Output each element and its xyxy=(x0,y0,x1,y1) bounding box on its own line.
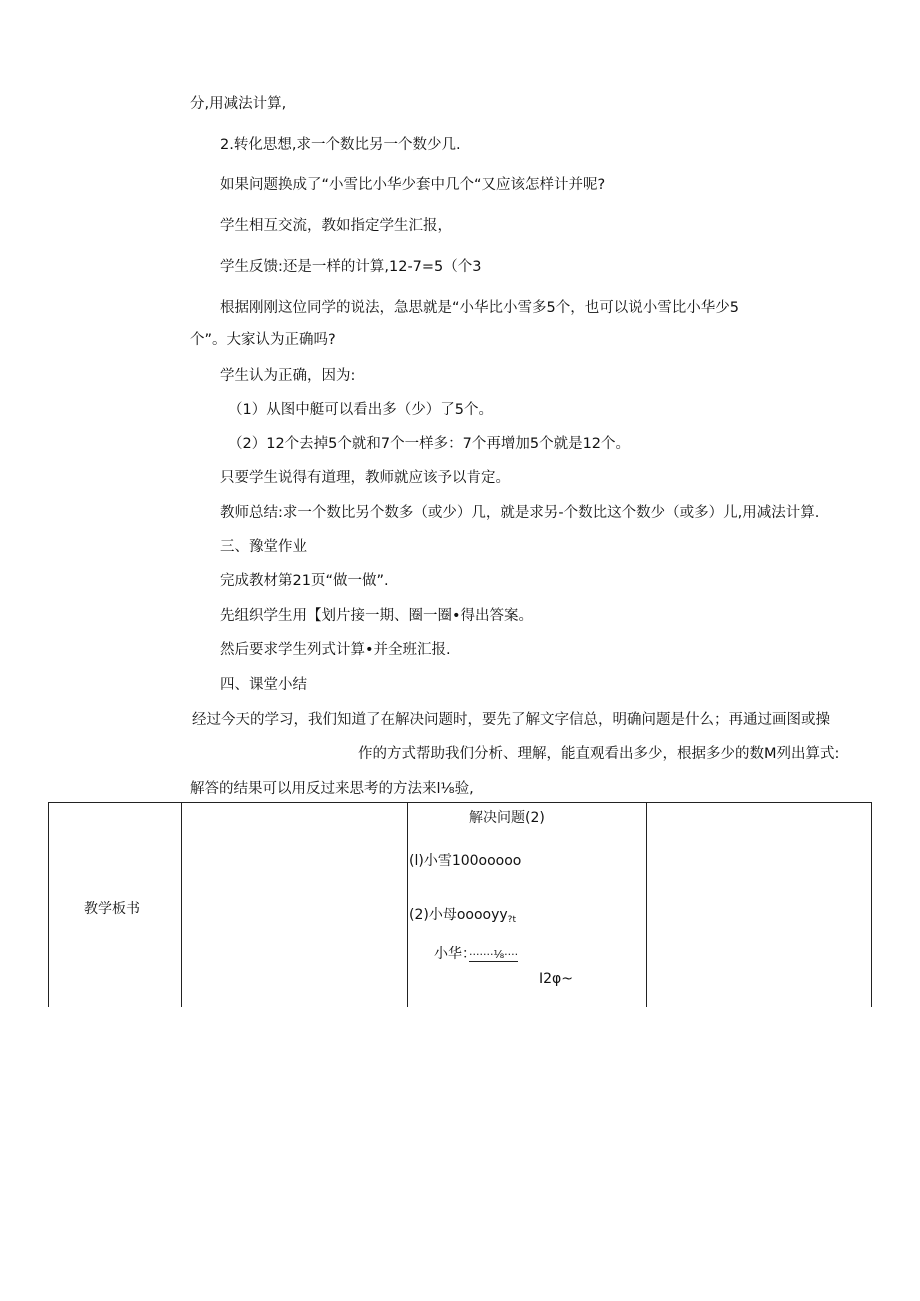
board-row-3 xyxy=(434,944,518,965)
board-title: 解决问题(2) xyxy=(469,810,545,826)
paragraph: 学生相互交流，教如指定学生汇报， xyxy=(220,218,452,234)
paragraph: 只要学生说得有道理，教师就应该予以肯定。 xyxy=(220,470,510,486)
board-row-3-dots: ·······⅛···· xyxy=(469,948,519,961)
paragraph: 完成教材第21页“做一做”. xyxy=(220,573,389,589)
board-row-4: I2φ~ xyxy=(539,971,574,987)
table-border xyxy=(48,803,49,1007)
table-border xyxy=(181,803,182,1007)
paragraph: 如果问题换成了“小雪比小华少套中几个“又应该怎样计并呢? xyxy=(220,177,606,193)
board-row-3-name: 小华： xyxy=(434,946,469,962)
paragraph: 解答的结果可以用反过来思考的方法来l⅛验, xyxy=(190,781,474,797)
paragraph: （1）从图中艇可以看出多（少）了5个。 xyxy=(228,402,493,418)
board-table xyxy=(48,802,872,1007)
paragraph: 学生反馈:还是一样的计算,12-7=5（个3 xyxy=(220,259,482,275)
paragraph: 经过今天的学习，我们知道了在解决问题时，要先了解文字信总，明确问题是什么；再通过画图或操 xyxy=(192,712,830,728)
paragraph: 根据刚刚这位同学的说法，急思就是“小华比小雪多5个，也可以说小雪比小华少5 xyxy=(220,300,739,316)
paragraph: 分,用减法计算, xyxy=(190,96,287,112)
section-heading: 三、豫堂作业 xyxy=(220,539,307,555)
board-label: 教学板书 xyxy=(84,901,140,917)
paragraph: 个”。大家认为正确吗? xyxy=(190,332,336,348)
board-row-2 xyxy=(409,905,516,930)
paragraph: 教师总结:求一个数比另个数多（或少）几，就是求另-个数比这个数少（或多）儿,用减法计算. xyxy=(220,505,820,521)
paragraph: 2.转化思想,求一个数比另一个数少几. xyxy=(220,137,461,153)
board-row-2-sub: ?t xyxy=(507,915,516,925)
table-border xyxy=(646,803,647,1007)
board-row-2-main: (2)小母ooooyy xyxy=(409,907,508,923)
paragraph: （2）12个去掉5个就和7个一样多：7个再增加5个就是12个。 xyxy=(228,436,631,452)
paragraph: 作的方式帮助我们分析、理解，能直观看出多少，根据多少的数M列出算式: xyxy=(358,746,840,762)
paragraph: 学生认为正确，因为: xyxy=(220,368,356,384)
table-border xyxy=(407,803,408,1007)
table-border xyxy=(871,803,872,1007)
paragraph: 然后要求学生列式计算•并全班汇报. xyxy=(220,642,451,658)
paragraph: 先组织学生用【划片接一期、圈一圈•得出答案。 xyxy=(220,608,534,624)
section-heading: 四、课堂小结 xyxy=(220,677,307,693)
board-row-1: (l)小雪100ooooo xyxy=(409,853,522,869)
